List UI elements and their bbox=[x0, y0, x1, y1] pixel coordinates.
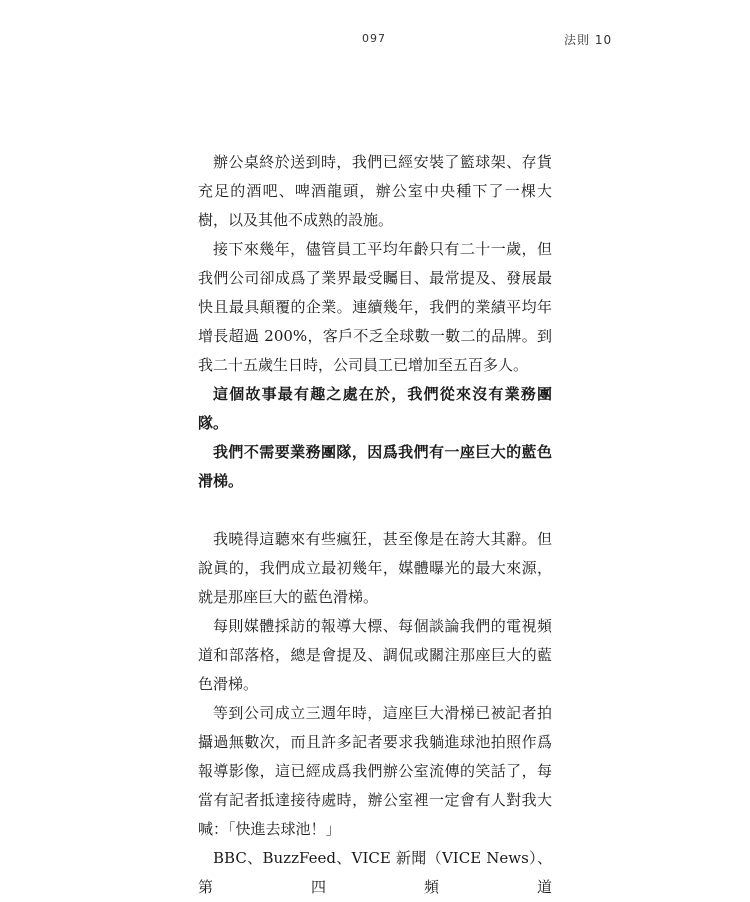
paragraph: 每則媒體採訪的報導大標、每個談論我們的電視頻道和部落格，總是會提及、調侃或關注那座巨大的藍色滑梯。 bbox=[198, 617, 552, 693]
paragraph: 等到公司成立三週年時，這座巨大滑梯已被記者拍攝過無數次，而且許多記者要求我躺進球池拍照作爲報導影像，這已經成爲我們辦公室流傳的笑話了，每當有記者抵達接待處時，辦公室裡一定會有人對我大喊：「快進去球池！」 bbox=[198, 704, 552, 838]
paragraph-gap bbox=[198, 496, 552, 525]
paragraph: BBC、BuzzFeed、VICE 新聞（VICE News）、第四頻道 bbox=[198, 849, 552, 896]
paragraph: 辦公桌終於送到時，我們已經安裝了籃球架、存貨充足的酒吧、啤酒龍頭，辦公室中央種下了一棵大樹，以及其他不成熟的設施。 bbox=[198, 153, 552, 229]
chapter-header: 法則 10 bbox=[564, 33, 613, 47]
paragraph: 我曉得這聽來有些瘋狂，甚至像是在誇大其辭。但說眞的，我們成立最初幾年，媒體曝光的最大來源，就是那座巨大的藍色滑梯。 bbox=[198, 530, 552, 606]
bold-paragraph: 我們不需要業務團隊，因爲我們有一座巨大的藍色滑梯。 bbox=[198, 443, 552, 490]
paragraph: 接下來幾年，儘管員工平均年齡只有二十一歲，但我們公司卻成爲了業界最受矚目、最常提及、發展最快且最具顛覆的企業。連續幾年，我們的業績平均年增長超過 200%，客戶不乏全球數一數二的品牌。到我二十五歲生日時，公司員工已增加至五百多人。 bbox=[198, 240, 552, 374]
page-number: 097 bbox=[362, 32, 386, 45]
bold-paragraph: 這個故事最有趣之處在於，我們從來沒有業務團隊。 bbox=[198, 385, 552, 432]
body-text bbox=[198, 148, 552, 902]
